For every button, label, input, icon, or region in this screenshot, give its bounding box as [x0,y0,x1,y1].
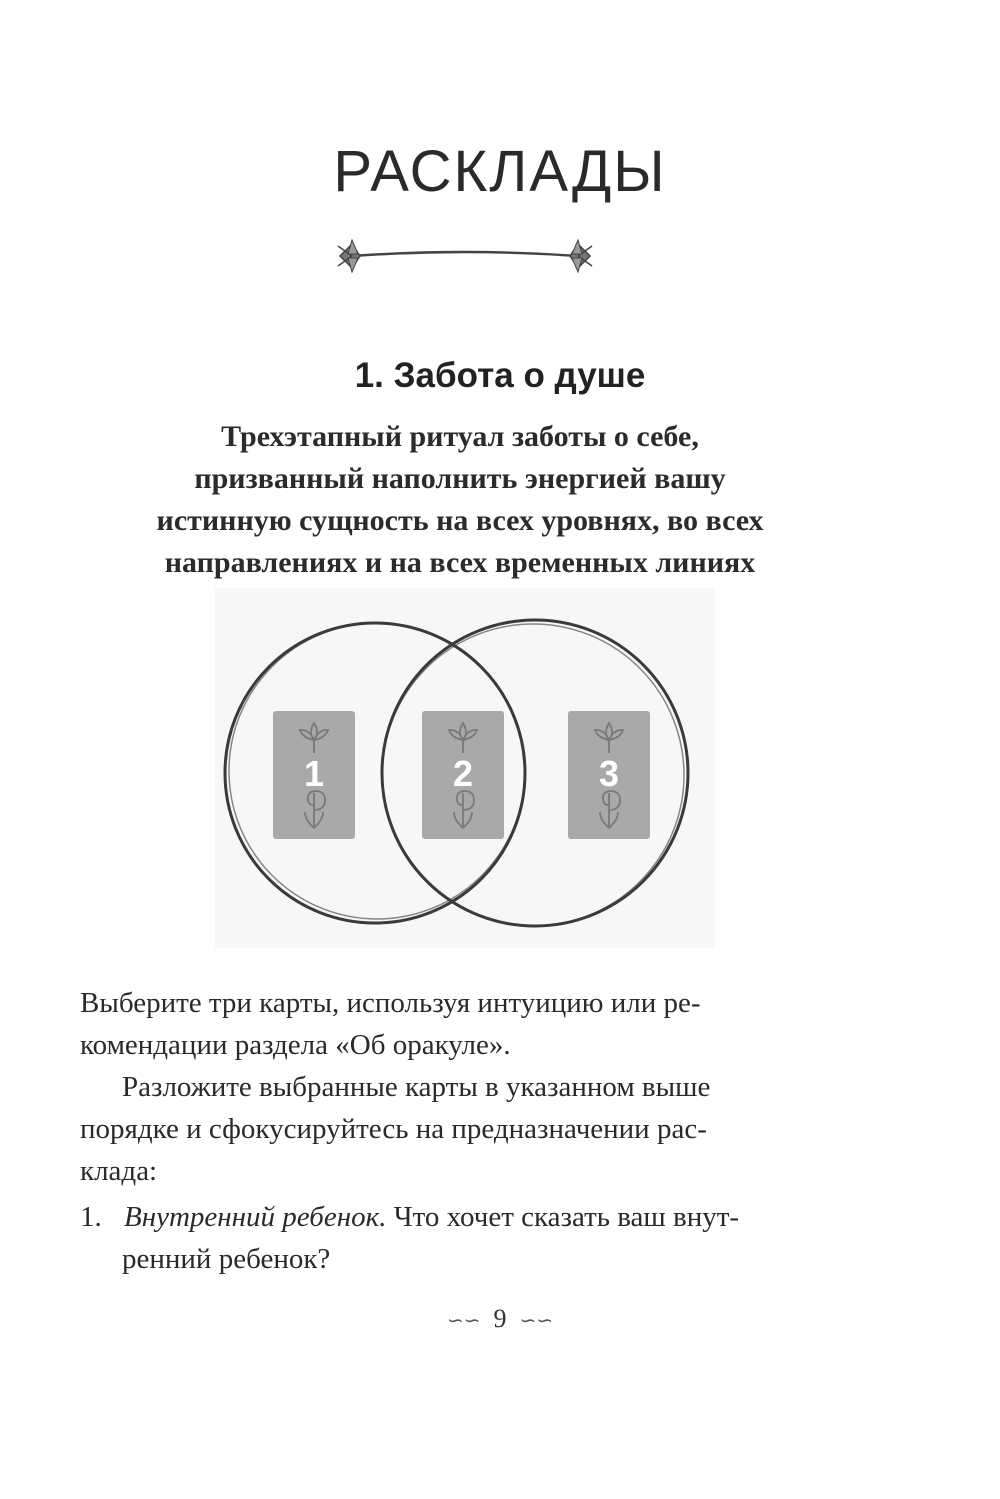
page-title: РАСКЛАДЫ [333,139,667,204]
paragraph-instructions [80,982,860,1066]
list-text: Что хочет сказать ваш внут- [386,1201,740,1233]
subtitle-line: Трехэтапный ритуал заботы о себе, [221,420,699,453]
list-item-line [80,1196,860,1238]
text-line: Выберите три карты, используя интуицию или ре- [80,987,701,1019]
text-line: комендации раздела «Об оракуле». [80,1029,511,1061]
subtitle-line: истинную сущность на всех уровнях, во всех [156,504,764,537]
ornament-right-icon: ∽∽ [519,1310,554,1332]
ornament-left-icon: ∽∽ [446,1310,481,1332]
page-number: 9 [493,1304,507,1333]
card-number: 2 [452,753,474,794]
leaf-divider-icon [330,232,600,280]
text-line: порядке и сфокусируйтесь на предназначении рас- [80,1113,707,1145]
list-item [80,1196,860,1280]
subtitle-line: призванный наполнить энергией вашу [194,462,726,495]
paragraph-layout [80,1066,860,1192]
card-2 [422,711,504,839]
card-number: 1 [303,753,325,794]
text-line: Разложите выбранные карты в указанном выше [122,1071,711,1103]
subtitle-line: направлениях и на всех временных линиях [164,546,756,579]
list-number: 1. [80,1201,102,1233]
card-number: 3 [598,753,620,794]
spread-diagram [215,588,715,948]
text-line: клада: [80,1155,158,1187]
card-3 [568,711,650,839]
page-footer [0,1304,1000,1334]
section-title: 1. Забота о душе [354,356,646,395]
list-emphasis: Внутренний ребенок. [124,1201,387,1233]
list-item-line: ренний ребенок? [122,1243,331,1275]
card-1 [273,711,355,839]
section-subtitle [100,416,820,584]
